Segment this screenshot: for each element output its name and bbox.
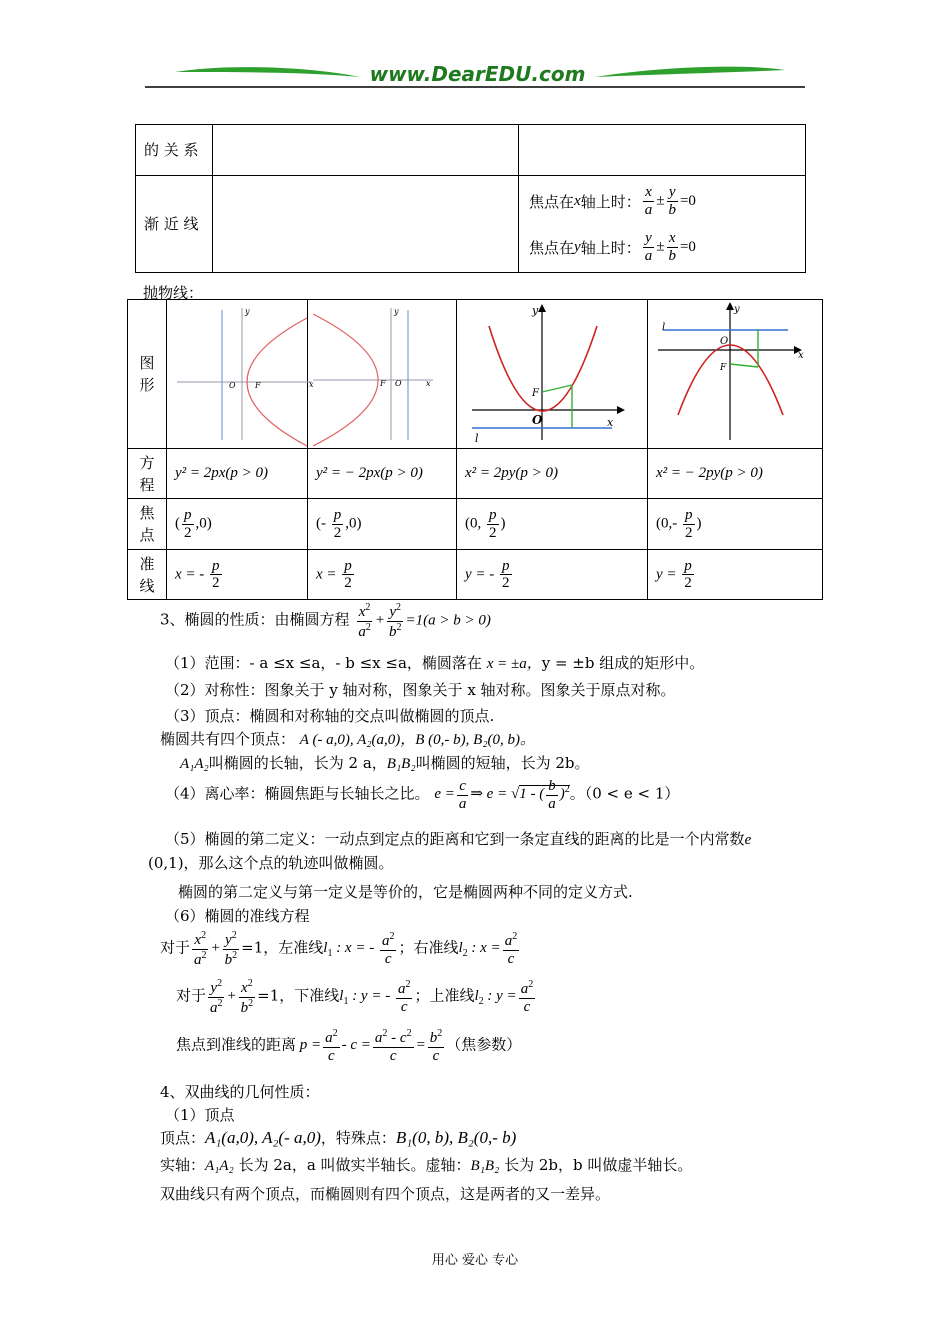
relation-label-cell [136,125,213,176]
parabola-left-icon [308,300,456,444]
logo-text: www.DearEDU.com [369,62,586,86]
parabola-title: 抛物线： [143,284,204,302]
svg-text:y: y [394,307,399,316]
footer: 用心 爱心 专心 [431,1253,519,1268]
hyperbola-vertex-title: （1）顶点 [165,1106,235,1124]
svg-text:x: x [309,380,314,389]
equation-cell: x² = 2py(p > 0) [457,449,648,499]
equation-label: 方程 [139,453,155,494]
header-logo [145,60,805,90]
figure-up-open [457,300,648,449]
ellipse-directrix-2: 对于 $\frac{y^2}{a^2}$ + $\frac{x^2}{b^2}$ =1，下准线$l_1$ : y = - $\frac{a^2}{c}$ ；上准线$l_2$ : y = $\frac{a^2}{c}$ [176,978,534,1016]
ellipse-focal-parameter: 焦点到准线的距离 p = $\frac{a^2}{c}$ - c = $\frac{a^2 - c^2}{c}$ = $\frac{b^2}{c}$ （焦参数） [176,1028,522,1064]
directrix-cell: y = $\frac{p}{2}$ [648,550,823,600]
asymptote-x: 焦点在 x 轴上时： $\frac{x}{a}$ ± $\frac{y}{b}$ =0 [529,184,696,218]
ellipse-vertex: （3）顶点：椭圆和对称轴的交点叫做椭圆的顶点. [165,707,495,725]
ellipse-second-def-2: (0,1)，那么这个点的轨迹叫做椭圆。 [148,854,394,872]
focus-cell: (- $\frac{p}{2}$ ,0) [308,499,457,550]
ellipse-heading: 3、椭圆的性质：由椭圆方程 $\frac{x^2}{a^2}$ + $\frac{y^2}{b^2}$ =1(a > b > 0) [160,602,491,640]
focus-cell: (0,- $\frac{p}{2}$ ) [648,499,823,550]
svg-text:l: l [475,432,479,445]
asymptote-label-cell [136,176,213,273]
focus-label: 焦点 [139,504,155,544]
svg-text:y: y [532,304,539,317]
ellipse-directrix-1: 对于 $\frac{x^2}{a^2}$ + $\frac{y^2}{b^2}$ =1，左准线$l_1$ : x = - $\frac{a^2}{c}$ ；右准线$l_2$ : x = $\frac{a^2}{c}$ [160,930,518,968]
parabola-up-icon [457,300,647,444]
svg-text:O: O [229,381,236,390]
asymptote-y: 焦点在 y 轴上时： $\frac{y}{a}$ ± $\frac{x}{b}$ =0 [529,230,696,264]
equation-cell: x² = − 2py(p > 0) [648,449,823,499]
svg-text:O: O [395,379,402,388]
svg-text:l: l [662,322,666,333]
svg-text:y: y [734,304,740,315]
hyperbola-axes: 实轴：A₁A₂ 长为 2a，a 叫做实半轴长。虚轴：B₁B₂ 长为 2b，b 叫做虚半轴长。 [160,1156,693,1174]
svg-text:F: F [380,379,386,388]
equation-label-cell [128,449,167,499]
hyperbola-table [135,124,806,273]
svg-text:x: x [607,416,614,429]
svg-text:F: F [255,381,261,390]
figure-down-open [648,300,823,449]
svg-text:x: x [798,350,804,361]
svg-text:O: O [720,336,729,347]
focus-cell: (0, $\frac{p}{2}$ ) [457,499,648,550]
ellipse-equiv: 椭圆的第二定义与第一定义是等价的，它是椭圆两种不同的定义方式. [178,883,633,901]
directrix-cell: x = $\frac{p}{2}$ [308,550,457,600]
focus-label-cell [128,499,167,550]
ellipse-four-vertices: 椭圆共有四个顶点： A (- a,0), A₂(a,0)，B (0,- b), B₂(0, b)。 [160,730,536,748]
ellipse-symmetry: （2）对称性：图象关于 y 轴对称，图象关于 x 轴对称。图象关于原点对称。 [165,681,676,699]
hyperbola-heading: 4、双曲线的几何性质： [160,1083,320,1101]
directrix-label-cell [128,550,167,600]
ellipse-directrix-heading: （6）椭圆的准线方程 [165,907,310,925]
figure-label: 图形 [139,354,155,394]
directrix-cell: y = - $\frac{p}{2}$ [457,550,648,600]
svg-text:O: O [532,413,543,427]
hyperbola-vertex: 顶点：A₁(a,0), A₂(- a,0)，特殊点：B₁(0, b), B₂(0,- b) [160,1128,517,1147]
ellipse-axes: A₁A₂叫椭圆的长轴，长为 2 a，B₁B₂叫椭圆的短轴，长为 2b。 [180,754,590,772]
focus-cell: ( $\frac{p}{2}$ ,0) [167,499,308,550]
ellipse-range: （1）范围：- a ≤x ≤a，- b ≤x ≤a，椭圆落在 x = ±a，y = ±b 组成的矩形中。 [165,654,705,672]
ellipse-eccentricity: （4）离心率：椭圆焦距与长轴长之比。 e = $\frac{c}{a}$ ⇒ e = √1 - ( $\frac{b}{a}$ )$^2$。（0 < e < 1） [165,778,680,812]
svg-text:F: F [720,363,727,373]
parabola-table [127,299,823,600]
relation-label: 的 关 系 [144,141,199,159]
equation-cell: y² = 2px(p > 0) [167,449,308,499]
svg-text:F: F [532,388,539,399]
ellipse-second-def: （5）椭圆的第二定义：一动点到定点的距离和它到一条定直线的距离的比是一个内常数e [165,830,752,848]
hyperbola-difference: 双曲线只有两个顶点，而椭圆则有四个顶点，这是两者的又一差异。 [160,1185,611,1203]
figure-right-open [167,300,314,449]
figure-label-cell [128,300,167,449]
asymptote-label: 渐 近 线 [144,215,199,233]
figure-left-open [308,300,457,449]
equation-cell: y² = − 2px(p > 0) [308,449,457,499]
directrix-cell: x = - $\frac{p}{2}$ [167,550,308,600]
svg-text:x: x [426,379,431,388]
parabola-right-icon [167,300,314,444]
directrix-label: 准线 [139,554,155,595]
parabola-down-icon [648,300,818,444]
svg-text:y: y [245,307,250,316]
